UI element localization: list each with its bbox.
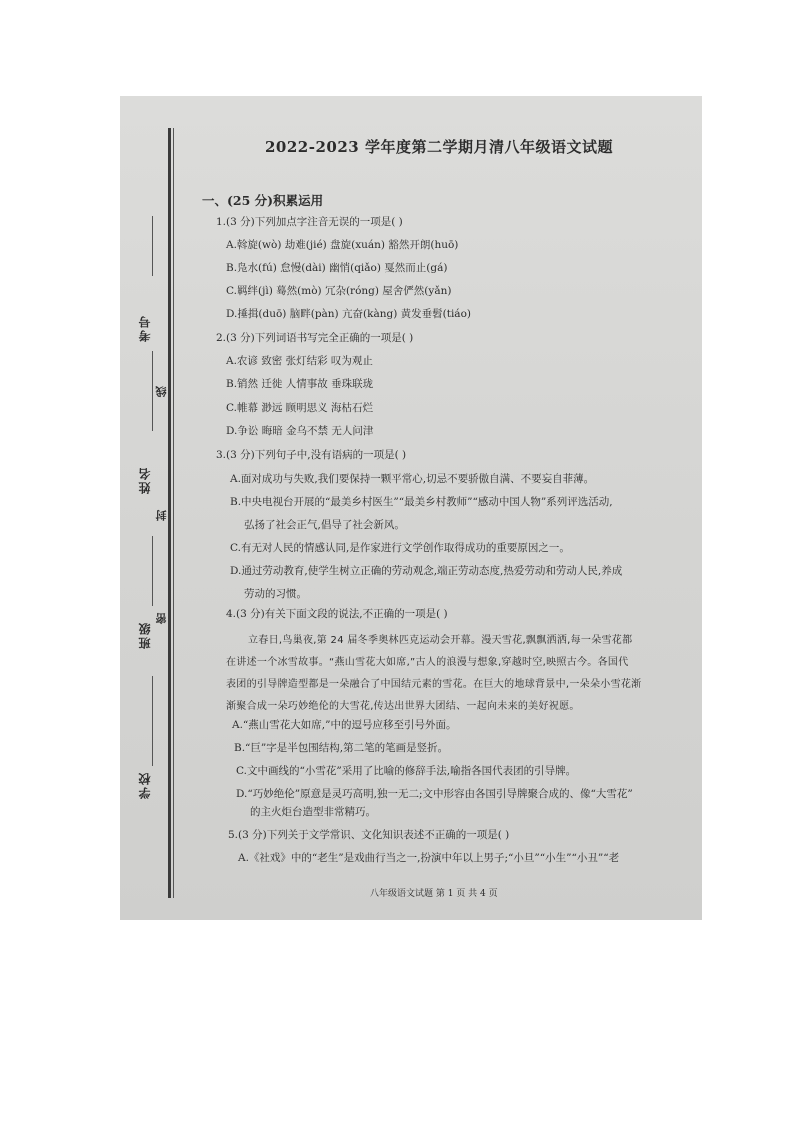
banji-blank — [152, 536, 153, 606]
q2-option-c: C.帷幕 渺远 顾明思义 海枯石烂 — [226, 402, 374, 414]
banji-label: 班级 — [138, 621, 152, 649]
q4-passage-line: 立春日,鸟巢夜,第 24 届冬季奥林匹克运动会开幕。漫天雪花,飘飘洒洒,每一朵雪花都 — [248, 635, 633, 646]
q3-option-b: B.中央电视台开展的“最美乡村医生”“最美乡村教师”“感动中国人物”系列评选活动, — [230, 496, 613, 508]
q5-stem: 5.(3 分)下列关于文学常识、文化知识表述不正确的一项是( ) — [228, 829, 510, 841]
q2-option-a: A.农谚 致密 张灯结彩 叹为观止 — [226, 355, 373, 367]
q4-option-a: A.“燕山雪花大如席,”中的逗号应移至引号外面。 — [232, 719, 457, 731]
q4-stem: 4.(3 分)有关下面文段的说法,不正确的一项是( ) — [226, 608, 448, 620]
q3-option-a: A.面对成功与失败,我们要保持一颗平常心,切忌不要骄傲自满、不要妄自菲薄。 — [230, 473, 595, 485]
q3-option-b-cont: 弘扬了社会正气,倡导了社会新风。 — [244, 519, 405, 531]
xuexiao-label: 学校 — [138, 771, 152, 799]
kaohao-label: 考号 — [138, 314, 152, 342]
kaohao-blank — [152, 216, 153, 276]
binding-line-inner — [173, 128, 174, 898]
page-footer: 八年级语文试题 第 1 页 共 4 页 — [370, 889, 498, 899]
q2-option-b: B.销然 迁徙 人情事故 垂珠联珑 — [226, 378, 374, 390]
q2-stem: 2.(3 分)下列词语书写完全正确的一项是( ) — [216, 332, 414, 344]
q2-option-d: D.争讼 晦暗 金乌不禁 无人问津 — [226, 425, 374, 437]
q1-option-c: C.羁绊(jì) 蓦然(mò) 冗杂(róng) 屋舍俨然(yǎn) — [226, 285, 452, 297]
q4-option-b: B.“巨”字是半包围结构,第二笔的笔画是竖折。 — [234, 742, 449, 754]
q1-option-b: B.凫水(fú) 怠慢(dài) 幽悄(qiǎo) 戛然而止(gá) — [226, 262, 448, 274]
seal-mi: 密 — [155, 611, 168, 624]
xingming-blank — [152, 351, 153, 431]
exam-title: 2022-2023 学年度第二学期月清八年级语文试题 — [265, 138, 613, 156]
xingming-label: 姓名 — [138, 466, 152, 494]
seal-xian: 线 — [155, 384, 168, 397]
q4-option-d: D.“巧妙绝伦”原意是灵巧高明,独一无二;文中形容由各国引导牌聚合成的、像“大雪花” — [236, 788, 633, 800]
seal-feng: 封 — [155, 508, 168, 521]
q4-passage-line: 表团的引导牌造型都是一朵融合了中国结元素的雪花。在巨大的地球背景中,一朵朵小雪花渐 — [226, 679, 642, 690]
q3-option-c: C.有无对人民的情感认同,是作家进行文学创作取得成功的重要原因之一。 — [230, 542, 570, 554]
section-heading: 一、(25 分)积累运用 — [202, 193, 324, 208]
q4-passage-line: 渐聚合成一朵巧妙绝伦的大雪花,传达出世界大团结、一起向未来的美好祝愿。 — [226, 701, 580, 712]
exam-photo — [120, 96, 702, 920]
q4-option-d-cont: 的主火炬台造型非常精巧。 — [250, 806, 376, 818]
q3-option-d: D.通过劳动教育,使学生树立正确的劳动观念,端正劳动态度,热爱劳动和劳动人民,养成 — [230, 565, 623, 577]
q4-option-c: C.文中画线的“小雪花”采用了比喻的修辞手法,喻指各国代表团的引导牌。 — [236, 765, 577, 777]
xuexiao-blank — [152, 676, 153, 766]
q1-stem: 1.(3 分)下列加点字注音无误的一项是( ) — [216, 216, 403, 228]
q3-stem: 3.(3 分)下列句子中,没有语病的一项是( ) — [216, 449, 407, 461]
q5-option-a: A.《社戏》中的“老生”是戏曲行当之一,扮演中年以上男子;“小旦”“小生”“小丑”“老 — [238, 852, 620, 864]
q4-passage-line: 在讲述一个冰雪故事。“燕山雪花大如席,”古人的浪漫与想象,穿越时空,映照古今。各国代 — [226, 657, 629, 668]
q1-option-d: D.捶揖(duō) 脑畔(pàn) 亢奋(kàng) 黄发垂髫(tiáo) — [226, 308, 471, 320]
q1-option-a: A.斡旋(wò) 劫难(jié) 盘旋(xuán) 豁然开朗(huō) — [226, 239, 459, 251]
q3-option-d-cont: 劳动的习惯。 — [244, 588, 307, 600]
